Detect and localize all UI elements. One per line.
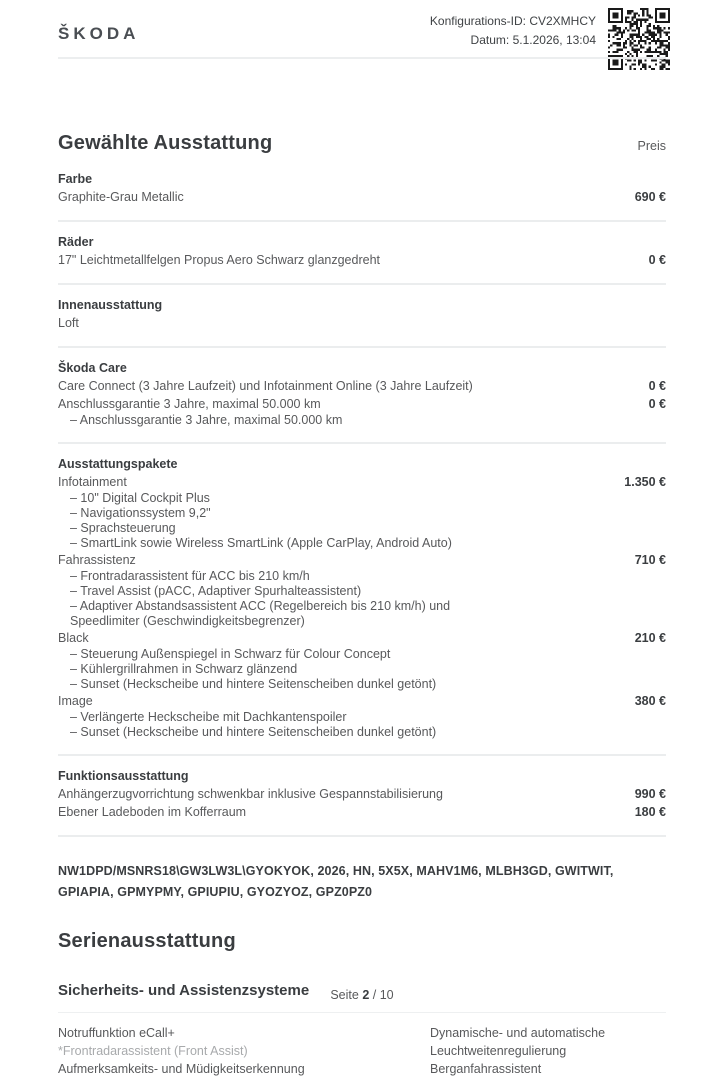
equipment-item-price: 0 €: [648, 253, 666, 267]
equipment-item-price: 690 €: [634, 190, 666, 204]
selected-equipment-header: [58, 132, 666, 155]
equipment-item-detail: – Anschlussgarantie 3 Jahre, maximal 50.000 km: [70, 413, 343, 427]
equipment-row: [58, 692, 666, 710]
equipment-row: [58, 785, 666, 803]
equipment-item-detail: – 10" Digital Cockpit Plus: [70, 491, 210, 505]
equipment-section-label: Ausstattungspakete: [58, 457, 178, 471]
equipment-item-detail: – Steuerung Außenspiegel in Schwarz für Colour Concept: [70, 647, 391, 661]
equipment-item-name: Graphite-Grau Metallic: [58, 190, 184, 204]
equipment-item-name: Care Connect (3 Jahre Laufzeit) und Infotainment Online (3 Jahre Laufzeit): [58, 379, 473, 393]
equipment-item-price: 990 €: [634, 787, 666, 801]
equipment-row: [58, 473, 666, 491]
equipment-item-name: Loft: [58, 316, 79, 330]
configuration-id-value: CV2XMHCY: [529, 14, 596, 28]
equipment-item-price: 0 €: [648, 379, 666, 393]
equipment-row: [58, 803, 666, 821]
page-label: Seite: [330, 988, 359, 1002]
document-date: [430, 31, 596, 50]
standard-equipment-item: Notruffunktion eCall+: [58, 1026, 175, 1040]
equipment-item-price: 1.350 €: [624, 475, 666, 489]
equipment-row: [58, 188, 666, 206]
equipment-section-label: Funktionsausstattung: [58, 769, 189, 783]
equipment-section: [58, 159, 666, 222]
equipment-item-detail: – Adaptiver Abstandsassistent ACC (Regelbereich bis 210 km/h) und Speedlimiter (Geschwindigkeitsbegrenzer): [70, 599, 451, 628]
equipment-item-name: Black: [58, 631, 89, 645]
standard-equipment-item: Dynamische- und automatische Leuchtweitenregulierung: [430, 1026, 606, 1058]
price-column-header: Preis: [637, 139, 666, 153]
standard-equipment-item: *Frontradarassistent (Front Assist): [58, 1044, 248, 1058]
equipment-row: [58, 314, 666, 332]
page-separator: /: [372, 988, 377, 1002]
equipment-row: [58, 551, 666, 569]
standard-equipment-column: [430, 1024, 642, 1078]
equipment-section: [58, 756, 666, 837]
equipment-item-detail: – Sunset (Heckscheibe und hintere Seitenscheiben dunkel getönt): [70, 725, 437, 739]
date-label: Datum:: [470, 33, 510, 47]
equipment-item-name: Anhängerzugvorrichtung schwenkbar inklusive Gespannstabilisierung: [58, 787, 443, 801]
date-value: 5.1.2026, 13:04: [512, 33, 596, 47]
equipment-section: [58, 348, 666, 444]
equipment-item-detail: – Kühlergrillrahmen in Schwarz glänzend: [70, 662, 298, 676]
safety-systems-title: Sicherheits- und Assistenzsysteme: [58, 982, 310, 999]
equipment-item-detail: – Travel Assist (pACC, Adaptiver Spurhalteassistent): [70, 584, 362, 598]
equipment-section-label: Farbe: [58, 172, 93, 186]
equipment-item-price: 380 €: [634, 694, 666, 708]
configuration-codes: NW1DPD/MSNRS18\GW3LW3L\GYOKYOK, 2026, HN, 5X5X, MAHV1M6, MLBH3GD, GWITWIT, GPIAPIA, GPMYPMY, GPIUPIU, GYOZYOZ, GPZ0PZ0: [58, 864, 614, 899]
equipment-item-detail: – Verlängerte Heckscheibe mit Dachkantenspoiler: [70, 710, 347, 724]
page-footer: [0, 988, 724, 1002]
standard-equipment-item: Aufmerksamkeits- und Müdigkeitserkennung: [58, 1062, 305, 1076]
skoda-logo: ŠKODA: [58, 24, 140, 43]
equipment-item-detail: – Sunset (Heckscheibe und hintere Seitenscheiben dunkel getönt): [70, 677, 437, 691]
equipment-item-price: 710 €: [634, 553, 666, 567]
standard-equipment-title: Serienausstattung: [58, 930, 236, 952]
equipment-section-label: Räder: [58, 235, 94, 249]
header-meta: [430, 12, 596, 50]
equipment-section: [58, 444, 666, 756]
header: [0, 0, 724, 96]
equipment-item-name: Ebener Ladeboden im Kofferraum: [58, 805, 247, 819]
equipment-row: [58, 251, 666, 269]
page-total: 10: [379, 988, 394, 1002]
equipment-section: [58, 222, 666, 285]
equipment-item-name: Fahrassistenz: [58, 553, 136, 567]
standard-equipment-column: [58, 1024, 430, 1078]
page-title: Gewählte Ausstattung: [58, 132, 273, 154]
equipment-item-detail: – Sprachsteuerung: [70, 521, 176, 535]
equipment-item-price: 0 €: [648, 397, 666, 411]
header-divider: [58, 57, 666, 59]
equipment-section-label: Škoda Care: [58, 361, 127, 375]
equipment-row: [58, 377, 666, 395]
equipment-sections: [58, 159, 666, 837]
configuration-id: [430, 12, 596, 31]
equipment-item-name: 17" Leichtmetallfelgen Propus Aero Schwarz glanzgedreht: [58, 253, 380, 267]
equipment-row: [58, 629, 666, 647]
equipment-item-detail: – SmartLink sowie Wireless SmartLink (Apple CarPlay, Android Auto): [70, 536, 452, 550]
equipment-section: [58, 285, 666, 348]
content: [0, 132, 724, 1078]
equipment-section-label: Innenausstattung: [58, 298, 163, 312]
equipment-item-name: Image: [58, 694, 93, 708]
page-current: 2: [362, 988, 370, 1002]
equipment-item-detail: – Navigationssystem 9,2": [70, 506, 211, 520]
equipment-item-name: Anschlussgarantie 3 Jahre, maximal 50.000 km: [58, 397, 321, 411]
equipment-row: [58, 395, 666, 413]
qr-code-icon: [608, 8, 670, 70]
standard-equipment-item: Berganfahrassistent: [430, 1062, 542, 1076]
equipment-item-name: Infotainment: [58, 475, 127, 489]
equipment-item-detail: – Frontradarassistent für ACC bis 210 km/h: [70, 569, 310, 583]
equipment-item-price: 210 €: [634, 631, 666, 645]
configuration-id-label: Konfigurations-ID:: [429, 14, 526, 28]
equipment-item-price: 180 €: [634, 805, 666, 819]
standard-equipment-columns: [58, 1013, 666, 1078]
